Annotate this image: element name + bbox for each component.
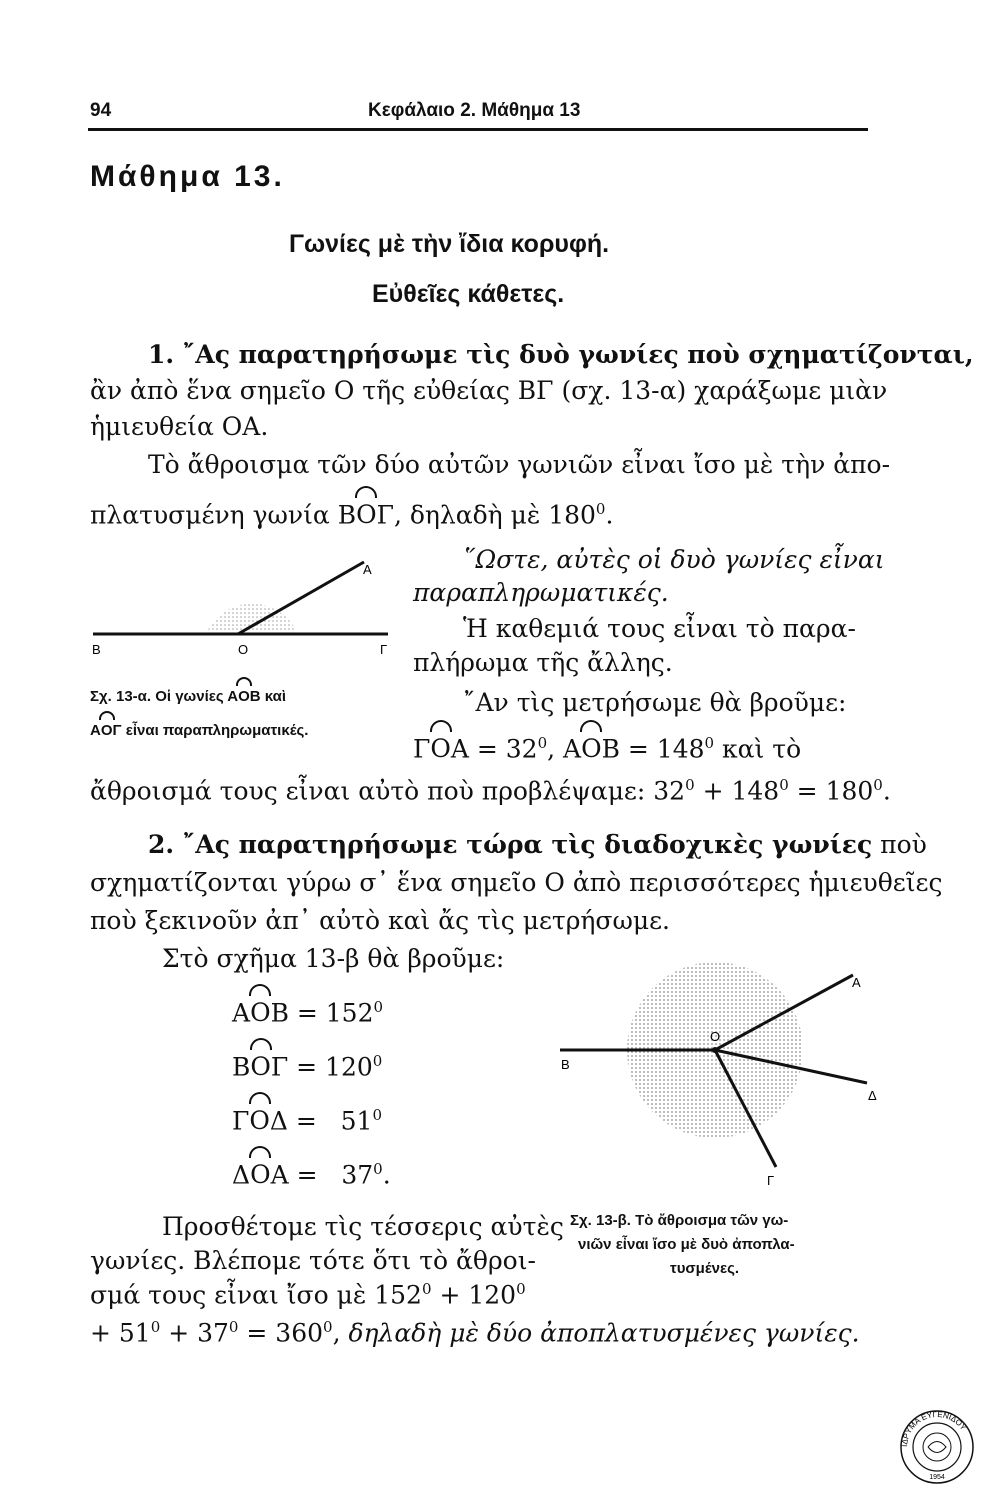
degree-sign: 0 <box>228 1318 239 1336</box>
angle-aob-a: Α <box>563 734 582 764</box>
s1-line-2: ἂν ἀπὸ ἕνα σημεῖο Ο τῆς εὐθείας ΒΓ (σχ. 13-α) χαράξωμε μιὰν <box>90 376 888 405</box>
equation-bog <box>232 1052 382 1081</box>
degree-sign: 0 <box>873 776 883 794</box>
label-b: Β <box>92 642 101 657</box>
lesson-title-2: Εὐθεῖες κάθετες. <box>372 280 565 308</box>
p3-text: σμά τους εἶναι ἴσο μὲ 152 <box>90 1280 422 1310</box>
degree-sign: 0 <box>372 1106 383 1124</box>
label-a-b: Α <box>852 975 861 990</box>
eq1-a: Α <box>232 998 251 1028</box>
degree-sign: 0 <box>323 1318 333 1336</box>
degree-sign: 0 <box>537 734 548 752</box>
s1-line-5 <box>90 500 613 529</box>
s2-line-1 <box>148 830 927 859</box>
p4-mid: + 37 <box>160 1318 229 1348</box>
eq4-end: . <box>382 1160 391 1190</box>
header-rule <box>88 128 868 131</box>
angle-hat-vertex: Ο <box>356 500 377 530</box>
figure-13b <box>555 955 875 1190</box>
eq2-b: Β <box>232 1052 251 1082</box>
eq4-d: Δ <box>232 1160 251 1190</box>
angle-goa-hat: Ο <box>430 734 451 764</box>
degree-sign: 0 <box>704 734 715 752</box>
equation-doa <box>232 1160 391 1189</box>
caption-13a-text: Σχ. 13-α. Οἱ γωνίες <box>90 688 228 705</box>
s1-right-4: πλήρωμα τῆς ἄλλης. <box>413 648 673 677</box>
s2-line-1-rest: ποὺ <box>872 830 927 859</box>
caption-13a2-a: Α <box>90 722 101 739</box>
s1-line-5-end: . <box>605 500 614 530</box>
stamp-year: 1954 <box>929 1474 945 1481</box>
degree-sign: 0 <box>516 1280 526 1298</box>
caption-13a-hat: Ο <box>238 688 250 705</box>
label-b-b: Β <box>561 1057 570 1072</box>
ray-oa <box>238 562 364 634</box>
sum-end: . <box>882 776 891 806</box>
p4-italic: δηλαδὴ μὲ δύο ἀποπλατυσμένες γωνίες. <box>348 1318 860 1348</box>
caption-13a2-text: εἶναι παραπληρωματικές. <box>121 722 309 739</box>
s1-line-5-b: Β <box>337 500 357 530</box>
degree-sign: 0 <box>685 776 695 794</box>
eq3-g: Γ <box>232 1106 250 1136</box>
caption-13a-line1 <box>90 688 286 705</box>
label-g-b: Γ <box>767 1173 775 1188</box>
s1-line-4: Τὸ ἄθροισμα τῶν δύο αὐτῶν γωνιῶν εἶναι ἴσο μὲ τὴν ἀπο- <box>148 450 891 479</box>
angle-aob-hat: Ο <box>581 734 602 764</box>
s2-line-1-bold: 2. ῎Ας παρατηρήσωμε τώρα τὶς διαδοχικὲς γωνίες <box>148 830 873 859</box>
s2-line-3: ποὺ ξεκινοῦν ἀπ᾽ αὐτὸ καὶ ἄς τὶς μετρήσωμε. <box>90 906 671 935</box>
angle-aob-value: Β = 148 <box>601 734 705 764</box>
caption-13a-post: καὶ <box>260 688 287 705</box>
separator: , <box>547 734 564 764</box>
equation-god <box>232 1106 382 1135</box>
sum-eq: = 180 <box>788 776 874 806</box>
degree-sign: 0 <box>595 500 606 518</box>
s2-line-2: σχηματίζονται γύρω σ᾽ ἕνα σημεῖο Ο ἀπὸ περισσότερες ἡμιευθεῖες <box>90 868 943 897</box>
s1-line-5-text: πλατυσμένη γωνία <box>90 500 338 530</box>
caption-13a2-g: Γ <box>112 722 122 739</box>
s1-line-3: ἡμιευθεία ΟΑ. <box>90 412 269 441</box>
s2-line-4: Στὸ σχῆμα 13-β θὰ βροῦμε: <box>162 944 505 973</box>
angle-goa-g: Γ <box>413 734 431 764</box>
s1-right-3: Ἡ καθεμιά τους εἶναι τὸ παρα- <box>463 614 856 643</box>
degree-sign: 0 <box>373 998 384 1016</box>
s1-right-6-end: καὶ τὸ <box>714 734 802 764</box>
library-stamp-icon <box>898 1408 976 1486</box>
angle-goa-value: Α = 32 <box>450 734 538 764</box>
p4-pre: + 51 <box>90 1318 151 1348</box>
degree-sign: 0 <box>373 1160 383 1178</box>
caption-13b-line3: τυσμένες. <box>670 1260 740 1277</box>
eq2-value: Γ = 120 <box>270 1052 373 1082</box>
p4-eq: = 360 <box>238 1318 324 1348</box>
eq1-value: Β = 152 <box>270 998 374 1028</box>
label-o-b: Ο <box>710 1029 721 1044</box>
s2-para-3 <box>90 1280 526 1309</box>
caption-13b-line2: νιῶν εἶναι ἴσο μὲ δυὸ ἀποπλα- <box>578 1236 795 1253</box>
eq1-hat: Ο <box>250 998 271 1028</box>
sum-text: ἄθροισμά τους εἶναι αὐτὸ ποὺ προβλέψαμε: 32 <box>90 776 686 806</box>
label-d-b: Δ <box>868 1088 877 1103</box>
s1-line-sum <box>90 776 891 805</box>
s2-para-1: Προσθέτομε τὶς τέσσερις αὐτὲς <box>162 1212 564 1241</box>
degree-sign: 0 <box>150 1318 161 1336</box>
s2-para-2: γωνίες. Βλέπομε τότε ὅτι τὸ ἄθροι- <box>90 1246 536 1275</box>
s1-right-5: ῎Αν τὶς μετρήσωμε θὰ βροῦμε: <box>463 688 847 717</box>
s2-para-4 <box>90 1318 860 1347</box>
caption-13a-b: Β <box>249 688 261 705</box>
s1-line-1: 1. ῎Ας παρατηρήσωμε τὶς δυὸ γωνίες ποὺ σχηματίζονται, <box>148 340 974 369</box>
lesson-heading: Μάθημα 13. <box>90 160 285 193</box>
eq4-value: Α = 37 <box>270 1160 374 1190</box>
s1-right-6 <box>413 734 801 763</box>
sum-mid: + 148 <box>694 776 780 806</box>
stamp-text: ΙΔΡΥΜΑ ΕΥΓΕΝΙΔΟΥ <box>899 1409 968 1448</box>
running-title: Κεφάλαιο 2. Μάθημα 13 <box>368 100 581 121</box>
vertex-point <box>712 1047 718 1053</box>
caption-13a-a: Α <box>227 688 239 705</box>
label-o: Ο <box>238 642 249 657</box>
s1-right-2: παραπληρωματικές. <box>413 578 669 607</box>
eq3-value: Δ = 51 <box>269 1106 373 1136</box>
equation-aob <box>232 998 383 1027</box>
p4-comma: , <box>332 1318 349 1348</box>
figure-13a <box>88 548 408 663</box>
caption-13b-line1: Σχ. 13-β. Τὸ ἄθροισμα τῶν γω- <box>570 1212 789 1229</box>
caption-13a2-hat: Ο <box>100 722 113 739</box>
label-g: Γ <box>380 642 388 657</box>
degree-sign: 0 <box>421 1280 432 1298</box>
eq3-hat: Ο <box>249 1106 270 1136</box>
lesson-title-1: Γωνίες μὲ τὴν ἴδια κορυφή. <box>289 230 610 258</box>
s1-line-5-post: , δηλαδὴ μὲ 180 <box>393 500 596 530</box>
label-a: Α <box>363 562 372 577</box>
page-number: 94 <box>90 100 112 121</box>
p3-mid: + 120 <box>431 1280 517 1310</box>
caption-13a-line2 <box>90 722 308 739</box>
degree-sign: 0 <box>372 1052 383 1070</box>
eq4-hat: Ο <box>250 1160 271 1190</box>
s1-right-1: ῞Ωστε, αὐτὲς οἱ δυὸ γωνίες εἶναι <box>463 545 885 574</box>
eq2-hat: Ο <box>250 1052 271 1082</box>
degree-sign: 0 <box>779 776 789 794</box>
s1-line-5-g: Γ <box>376 500 394 530</box>
